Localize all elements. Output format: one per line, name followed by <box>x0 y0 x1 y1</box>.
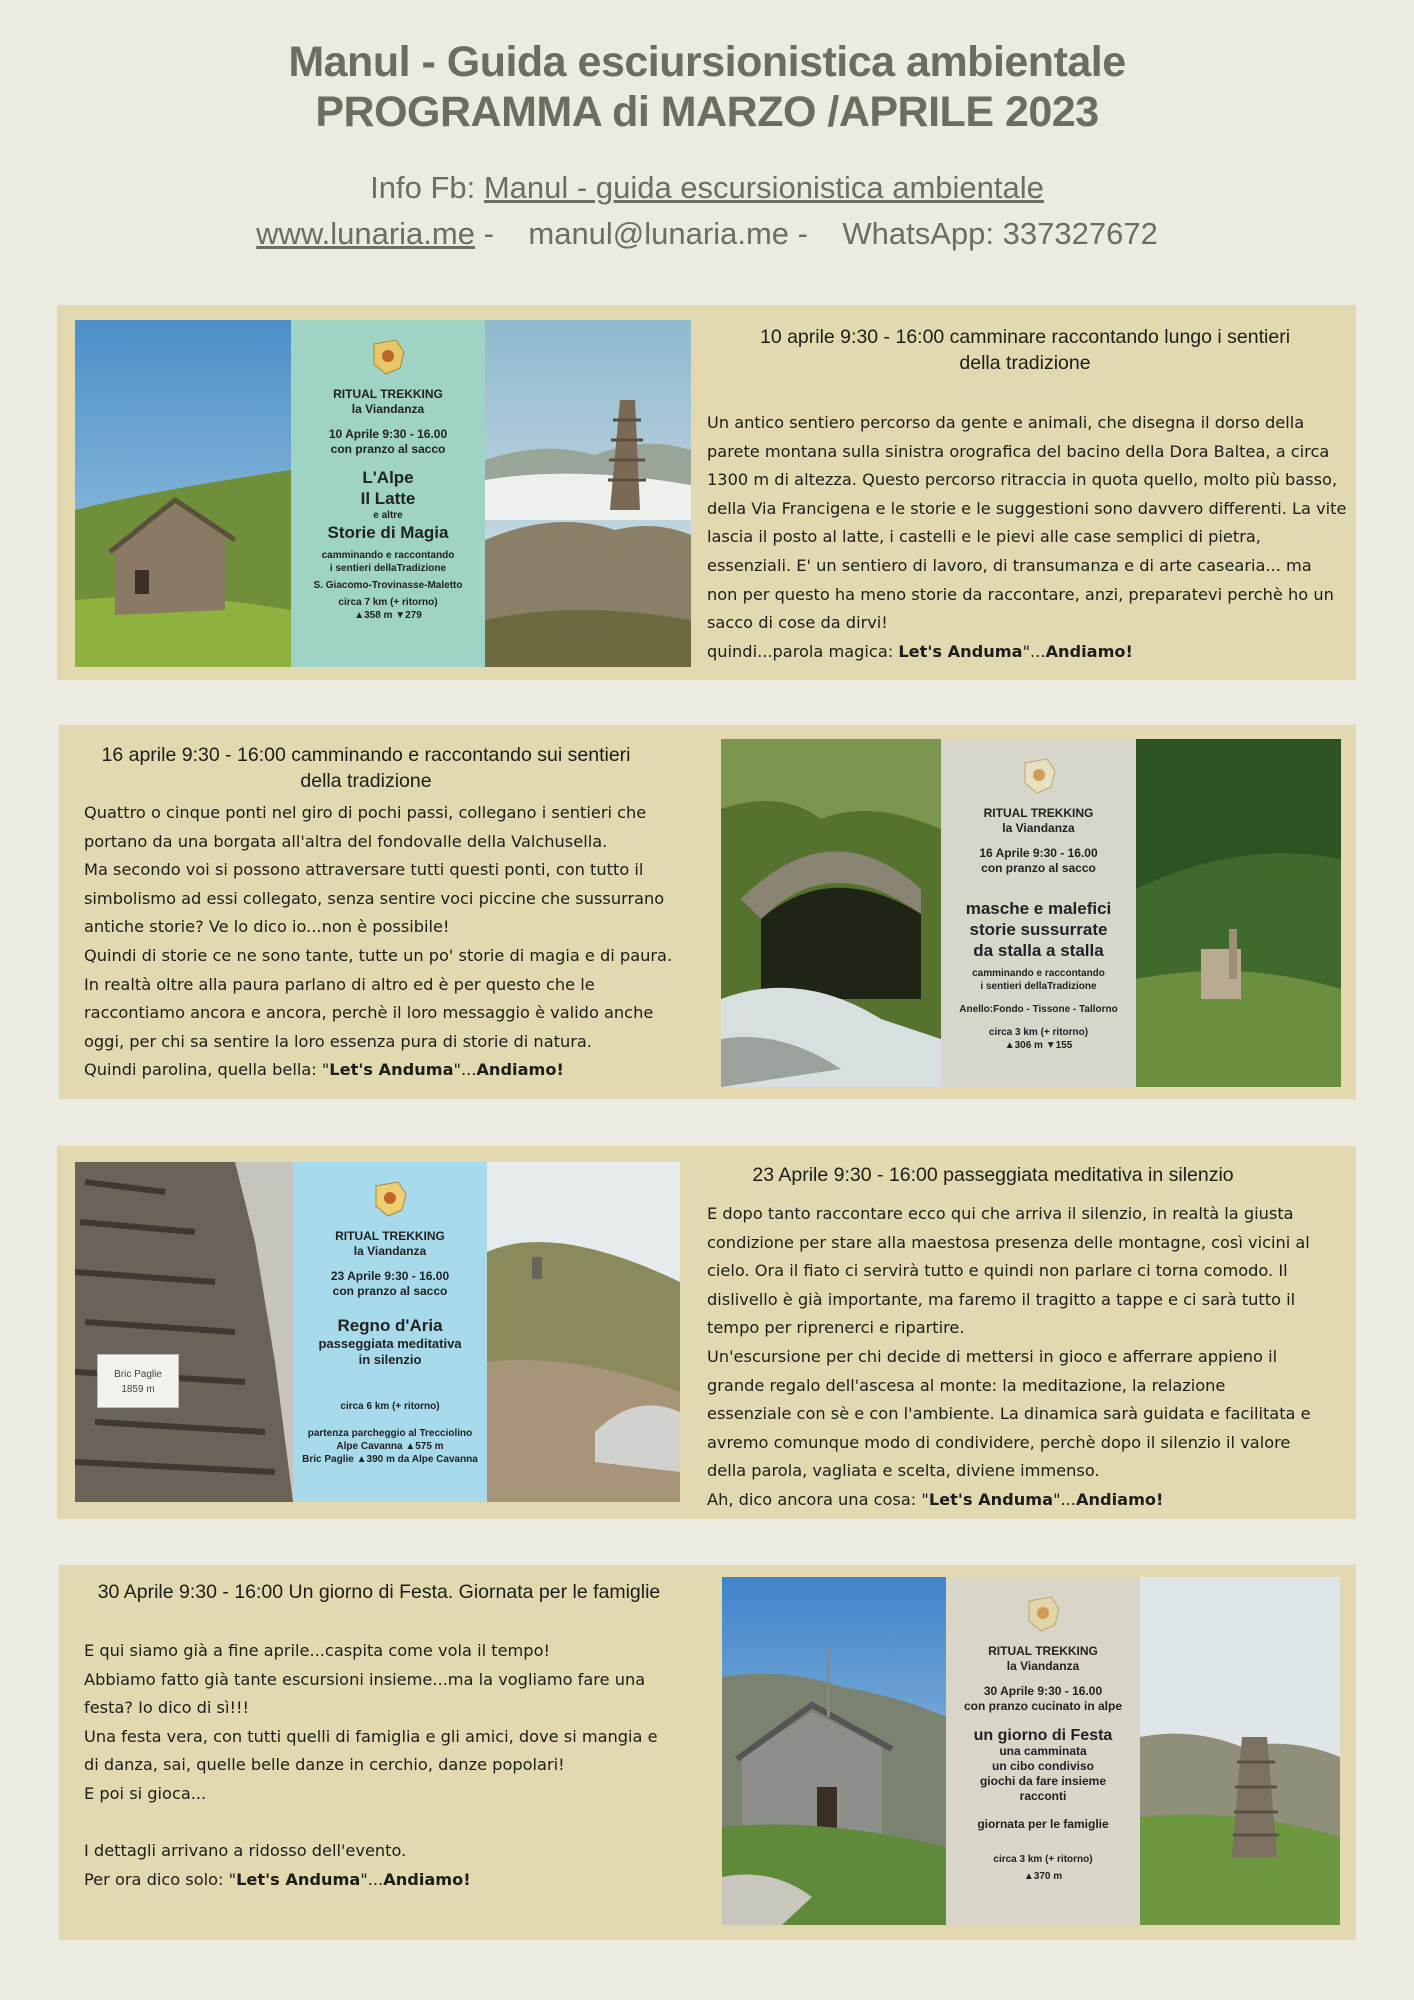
flyer-name: L'Alpe <box>362 468 414 487</box>
event-body-line: E qui siamo già a fine aprile...caspita come vola il tempo! <box>84 1641 550 1660</box>
info-facebook <box>0 168 1414 208</box>
page-title: Manul - Guida esciursionistica ambientale <box>288 38 1126 86</box>
summit-sign: Bric Paglie 1859 m <box>97 1354 179 1408</box>
event-flyer-4 <box>946 1577 1140 1925</box>
flyer-name: Il Latte <box>360 489 416 508</box>
event-closing <box>707 638 1347 667</box>
flyer-route: Bric Paglie ▲390 m da Alpe Cavanna <box>302 1454 478 1465</box>
event-body-line: tempo per riprenerci e ripartire. <box>707 1318 965 1338</box>
flyer-lunch: con pranzo al sacco <box>332 1284 448 1298</box>
flyer-name: un giorno di Festa <box>973 1727 1113 1744</box>
flyer-line1: RITUAL TREKKING <box>333 387 443 401</box>
flyer-line2: la Viandanza <box>351 402 425 416</box>
flyer-distance: circa 7 km (+ ritorno) <box>338 597 438 608</box>
event-description <box>84 1637 684 1894</box>
flyer-elevation: ▲370 m <box>1023 1871 1063 1882</box>
event-body-line: portano da una borgata all'altra del fondovalle della Valchusella. <box>84 831 608 851</box>
flyer-line1: RITUAL TREKKING <box>335 1229 445 1243</box>
event-description <box>707 409 1347 666</box>
event-flyer-3 <box>293 1162 487 1502</box>
flyer-route: Anello:Fondo - Tissone - Tallorno <box>959 1004 1118 1015</box>
flyer-distance: circa 6 km (+ ritorno) <box>340 1401 440 1412</box>
flyer-sub: i sentieri dellaTradizione <box>329 563 447 574</box>
event-image-4 <box>722 1577 1340 1925</box>
event-title-line: della tradizione <box>959 352 1091 374</box>
flyer-lunch: con pranzo al sacco <box>981 861 1096 875</box>
flyer-sub: giornata per le famiglie <box>977 1817 1109 1831</box>
info-prefix: Info Fb: <box>370 170 484 205</box>
event-body-line: Un'escursione per chi decide di mettersi in gioco e afferrare appieno il <box>707 1346 1278 1366</box>
event-flyer-1 <box>291 320 485 667</box>
event-body-line: Ma secondo voi si possono attraversare tutti questi ponti, con tutto il <box>84 860 644 880</box>
email-text: manul@lunaria.me <box>528 216 790 251</box>
flyer-name: masche e malefici <box>965 899 1112 918</box>
flyer-name: racconti <box>1019 1789 1067 1803</box>
flyer-name: da stalla a stalla <box>973 941 1104 960</box>
event-title-line: 23 Aprile 9:30 - 16:00 passeggiata meditativa in silenzio <box>752 1164 1234 1186</box>
closing-text: "... <box>360 1869 384 1889</box>
event-body-line: raccontiamo ancora e ancora, perchè il loro messaggio è valido anche <box>84 1003 654 1023</box>
event-body-line: festa? Io dico di sì!!! <box>84 1698 249 1718</box>
closing-text: Quindi parolina, quella bella: " <box>84 1060 330 1080</box>
whatsapp-text: WhatsApp: 337327672 <box>842 216 1158 251</box>
flyer-distance: circa 3 km (+ ritorno) <box>993 1854 1093 1865</box>
closing-bold: Andiamo! <box>1075 1489 1164 1509</box>
flyer-sub: camminando e raccontando <box>321 550 455 561</box>
flyer-name: storie sussurrate <box>969 920 1108 939</box>
event-body-line: dislivello è già importante, ma faremo il tragitto a tappe e ci sarà tutto il <box>707 1289 1296 1309</box>
closing-text: Per ora dico solo: " <box>84 1869 237 1889</box>
event-panel-2 <box>59 725 1356 1099</box>
event-body-line <box>84 1809 684 1838</box>
event-flyer-2 <box>941 739 1136 1087</box>
event-body-line: E dopo tanto raccontare ecco qui che arriva il silenzio, in realtà la giusta <box>707 1204 1294 1223</box>
closing-bold: Let's Anduma <box>236 1869 361 1889</box>
flyer-name: Storie di Magia <box>327 523 449 542</box>
event-body-line: essenziale con sè e con l'ambiente. La dinamica sarà guidata e facilitata e <box>707 1404 1311 1424</box>
event-body-line: Una festa vera, con tutti quelli di famiglia e gli amici, dove si mangia e <box>84 1726 658 1746</box>
event-body-line: Quattro o cinque ponti nel giro di pochi passi, collegano i sentieri che <box>84 803 647 822</box>
flyer-name: Regno d'Aria <box>337 1316 443 1335</box>
event-body-line: simbolismo ad essi collegato, senza sentire voci piccine che sussurrano <box>84 888 665 908</box>
event-body-line: cielo. Ora il fiato ci servirà tutto e quindi non parlare ci torna comodo. Il <box>707 1261 1288 1281</box>
event-title-line: 10 aprile 9:30 - 16:00 camminare raccontando lungo i sentieri <box>759 326 1291 348</box>
closing-bold: Andiamo! <box>1045 641 1133 661</box>
flyer-line2: la Viandanza <box>1002 821 1075 835</box>
closing-text: "... <box>453 1060 477 1080</box>
flyer-line2: la Viandanza <box>353 1244 427 1258</box>
event-body-line: E poi si gioca... <box>84 1783 207 1803</box>
event-description <box>707 1200 1347 1515</box>
event-title <box>59 1579 699 1605</box>
event-body-line: di danza, sai, quelle belle danze in cerchio, danze popolari! <box>84 1755 565 1775</box>
closing-bold: Let's Anduma <box>329 1060 454 1080</box>
flyer-distance: circa 3 km (+ ritorno) <box>988 1027 1089 1038</box>
flyer-line2: la Viandanza <box>1006 1659 1080 1673</box>
flyer-name: passeggiata meditativa <box>318 1336 462 1351</box>
flyer-name: una camminata <box>999 1744 1087 1758</box>
event-body-line: oggi, per chi sa sentire la loro essenza pura di storie di natura. <box>84 1031 592 1051</box>
sun-logo-icon <box>368 1176 412 1220</box>
flyer-sub: i sentieri dellaTradizione <box>980 981 1097 992</box>
event-title <box>71 742 661 794</box>
closing-text: Ah, dico ancora una cosa: " <box>707 1489 929 1509</box>
separator: - <box>789 216 843 251</box>
flyer-elevation: ▲306 m ▼155 <box>1004 1040 1073 1051</box>
event-panel-4 <box>59 1565 1356 1940</box>
flyer-name: un cibo condiviso <box>991 1759 1094 1773</box>
sun-logo-icon <box>1017 753 1061 797</box>
event-body-line: grande regalo dell'ascesa al monte: la meditazione, la relazione <box>707 1375 1226 1395</box>
closing-text: quindi...parola magica: <box>707 641 899 661</box>
flyer-route: partenza parcheggio al Trecciolino <box>307 1428 473 1439</box>
event-panel-1 <box>57 305 1356 680</box>
sun-logo-icon <box>1021 1591 1065 1635</box>
closing-bold: Andiamo! <box>383 1869 471 1889</box>
event-body-line: I dettagli arrivano a ridosso dell'evento. <box>84 1841 407 1861</box>
event-title-line: 30 Aprile 9:30 - 16:00 Un giorno di Festa. Giornata per le famiglie <box>97 1581 661 1603</box>
flyer-date: 16 Aprile 9:30 - 16.00 <box>979 846 1098 860</box>
flyer-route: S. Giacomo-Trovinasse-Maletto <box>313 580 463 591</box>
separator: - <box>474 216 529 251</box>
flyer-name: e altre <box>373 510 403 521</box>
closing-text: "... <box>1053 1489 1076 1509</box>
facebook-link[interactable]: Manul - guida escursionistica ambientale <box>483 170 1044 205</box>
event-description <box>84 799 684 1085</box>
event-body-line: Abbiamo fatto già tante escursioni insieme...ma la vogliamo fare una <box>84 1669 646 1689</box>
page-subtitle: PROGRAMMA di MARZO /APRILE 2023 <box>315 88 1099 136</box>
website-link[interactable]: www.lunaria.me <box>256 216 475 251</box>
event-body-line: antiche storie? Ve lo dico io...non è possibile! <box>84 917 450 937</box>
event-body-line: Quindi di storie ce ne sono tante, tutte un po' storie di magia e di paura. <box>84 945 673 965</box>
flyer-line1: RITUAL TREKKING <box>988 1644 1098 1658</box>
event-closing <box>84 1056 684 1085</box>
event-body-text: Un antico sentiero percorso da gente e animali, che disegna il dorso della parete montana sulla sinistra orografica del bacino della Dora Baltea, a circa 1300 m di altezza. Questo percorso ritraccia in quota quello, molto più basso, della Via Francigena e le storie e le suggestioni sono davvero differenti. La vite lascia il posto al latte, i castelli e le pievi alle case semplici di pietra, essenziali. E' un sentiero di lavoro, di transumanza e di arte casearia... ma non per questo ha meno storie da raccontare, anzi, preparatevi perchè ho un sacco di cose da dirvi! <box>707 413 1347 633</box>
flyer-name: in silenzio <box>358 1352 422 1367</box>
flyer-line1: RITUAL TREKKING <box>983 806 1094 820</box>
event-title-line: 16 aprile 9:30 - 16:00 camminando e raccontando sui sentieri <box>101 744 631 766</box>
flyer-route: Alpe Cavanna ▲575 m <box>336 1441 444 1452</box>
flyer-lunch: con pranzo al sacco <box>330 442 446 456</box>
flyer-date: 23 Aprile 9:30 - 16.00 <box>330 1269 450 1283</box>
event-panel-3 <box>57 1146 1356 1519</box>
event-body-line: della parola, vagliata e scelta, diviene immenso. <box>707 1461 1100 1481</box>
event-title <box>693 1162 1293 1188</box>
event-closing <box>707 1486 1347 1515</box>
event-closing <box>84 1866 684 1895</box>
event-image-3 <box>75 1162 680 1502</box>
event-title-line: della tradizione <box>300 770 432 792</box>
event-body-line: In realtà oltre alla paura parlano di altro ed è per questo che le <box>84 974 595 994</box>
closing-bold: Let's Anduma <box>898 641 1023 661</box>
closing-bold: Let's Anduma <box>928 1489 1054 1509</box>
info-contacts <box>0 214 1414 254</box>
event-image-2 <box>721 739 1341 1087</box>
event-body-line: avremo comunque modo di condividere, perchè dopo il silenzio il valore <box>707 1432 1291 1452</box>
flyer-name: giochi da fare insieme <box>979 1774 1107 1788</box>
flyer-sub: camminando e raccontando <box>972 968 1105 979</box>
event-title <box>705 324 1345 376</box>
closing-text: "... <box>1022 641 1046 661</box>
closing-bold: Andiamo! <box>476 1060 564 1080</box>
flyer-lunch: con pranzo cucinato in alpe <box>963 1699 1123 1713</box>
event-image-1 <box>75 320 691 667</box>
flyer-date: 30 Aprile 9:30 - 16.00 <box>983 1684 1103 1698</box>
flyer-date: 10 Aprile 9:30 - 16.00 <box>328 427 448 441</box>
flyer-elevation: ▲358 m ▼279 <box>354 610 422 621</box>
sun-logo-icon <box>366 334 410 378</box>
event-body-line: condizione per stare alla maestosa presenza delle montagne, così vicini al <box>707 1232 1310 1252</box>
